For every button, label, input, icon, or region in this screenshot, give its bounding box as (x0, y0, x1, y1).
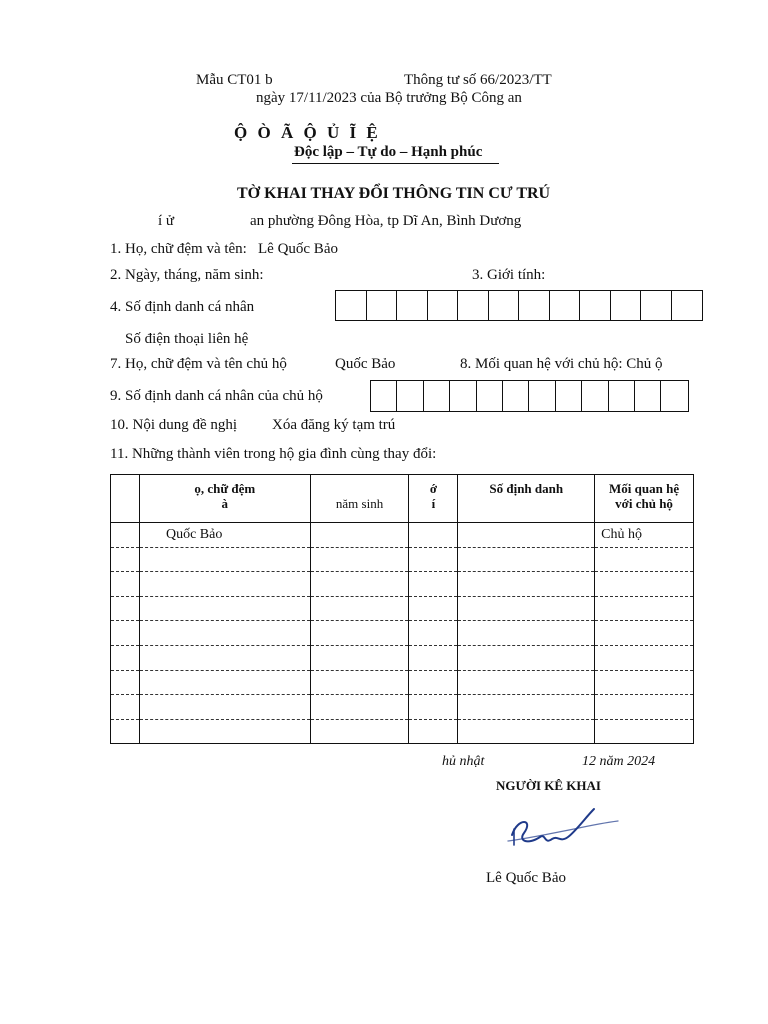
cell-id (458, 645, 595, 670)
id-digit-box[interactable] (611, 291, 642, 320)
field-1-value: Lê Quốc Bảo (258, 241, 338, 257)
id-digit-box[interactable] (477, 381, 503, 411)
cell-name (139, 670, 310, 695)
id-digit-box[interactable] (367, 291, 398, 320)
field-3-label: 3. Giới tính: (472, 267, 546, 283)
id-digit-box[interactable] (371, 381, 397, 411)
id-digit-box[interactable] (609, 381, 635, 411)
id-digit-box[interactable] (582, 381, 608, 411)
personal-id-boxes[interactable] (335, 290, 703, 321)
id-digit-box[interactable] (641, 291, 672, 320)
circular-number: Thông tư số 66/2023/TT (404, 72, 552, 88)
cell-relation (595, 670, 694, 695)
cell-birth (310, 645, 409, 670)
date-right: 12 năm 2024 (582, 754, 656, 769)
col-name-header (139, 475, 310, 523)
cell-birth (310, 523, 409, 548)
cell-birth (310, 670, 409, 695)
signature-image (484, 795, 624, 865)
field-4-label: 4. Số định danh cá nhân (110, 299, 255, 315)
cell-relation: Chủ hộ (595, 523, 694, 548)
id-digit-box[interactable] (635, 381, 661, 411)
id-digit-box[interactable] (672, 291, 703, 320)
cell-index (111, 596, 140, 621)
field-10-label: 10. Nội dung đề nghị (110, 417, 238, 433)
cell-name: Quốc Bảo (139, 523, 310, 548)
cell-id (458, 695, 595, 720)
col-birth-header-text: năm sinh (335, 496, 384, 511)
table-header-row (111, 475, 694, 523)
id-digit-box[interactable] (424, 381, 450, 411)
cell-sex (409, 596, 458, 621)
id-digit-box[interactable] (397, 291, 428, 320)
cell-id (458, 621, 595, 646)
cell-relation (595, 596, 694, 621)
col-sex-header (409, 475, 458, 523)
col-index-header (111, 475, 140, 523)
cell-name (139, 645, 310, 670)
cell-birth (310, 547, 409, 572)
date-left: hủ nhật (442, 754, 485, 769)
cell-name (139, 719, 310, 744)
members-table (110, 474, 694, 744)
cell-index (111, 572, 140, 597)
id-digit-box[interactable] (550, 291, 581, 320)
signature-name: Lê Quốc Bảo (486, 870, 566, 886)
id-digit-box[interactable] (529, 381, 555, 411)
table-row (111, 547, 694, 572)
cell-index (111, 523, 140, 548)
form-code: Mẫu CT01 b (196, 72, 273, 88)
cell-id (458, 596, 595, 621)
col-name-header-line2: à (221, 496, 229, 511)
recipient-value: an phường Đông Hòa, tp Dĩ An, Bình Dương (250, 213, 522, 229)
id-digit-box[interactable] (458, 291, 489, 320)
cell-index (111, 670, 140, 695)
issued-line: ngày 17/11/2023 của Bộ trưởng Bộ Công an (256, 90, 522, 106)
id-digit-box[interactable] (519, 291, 550, 320)
cell-id (458, 547, 595, 572)
col-sex-header-line1: ớ (429, 481, 438, 496)
cell-name (139, 547, 310, 572)
motto-underline (292, 163, 499, 164)
cell-index (111, 547, 140, 572)
declarant-label: NGƯỜI KÊ KHAI (496, 778, 601, 793)
col-birth-header (310, 475, 409, 523)
cell-birth (310, 695, 409, 720)
cell-sex (409, 695, 458, 720)
cell-relation (595, 547, 694, 572)
head-id-boxes[interactable] (370, 380, 689, 412)
table-row (111, 596, 694, 621)
cell-relation (595, 695, 694, 720)
col-relation-header (595, 475, 694, 523)
cell-name (139, 572, 310, 597)
cell-sex (409, 621, 458, 646)
cell-id (458, 572, 595, 597)
cell-sex (409, 719, 458, 744)
col-id-header: Số định danh (458, 475, 595, 523)
nation-heading: Ộ Ò Ã Ộ Ủ Ĩ Ệ (234, 123, 381, 142)
cell-sex (409, 645, 458, 670)
cell-index (111, 621, 140, 646)
cell-relation (595, 621, 694, 646)
table-row (111, 645, 694, 670)
id-digit-box[interactable] (428, 291, 459, 320)
table-row (111, 621, 694, 646)
col-relation-header-line1: Mối quan hệ (609, 481, 680, 496)
id-digit-box[interactable] (450, 381, 476, 411)
cell-name (139, 596, 310, 621)
cell-sex (409, 523, 458, 548)
cell-birth (310, 572, 409, 597)
id-digit-box[interactable] (661, 381, 687, 411)
field-10-value: Xóa đăng ký tạm trú (272, 417, 396, 433)
field-8-label: 8. Mối quan hệ với chủ hộ: Chủ ộ (460, 356, 663, 372)
cell-name (139, 621, 310, 646)
motto: Độc lập – Tự do – Hạnh phúc (294, 144, 483, 160)
id-digit-box[interactable] (503, 381, 529, 411)
cell-sex (409, 547, 458, 572)
cell-sex (409, 670, 458, 695)
id-digit-box[interactable] (397, 381, 423, 411)
cell-id (458, 523, 595, 548)
cell-name (139, 695, 310, 720)
cell-index (111, 695, 140, 720)
id-digit-box[interactable] (580, 291, 611, 320)
cell-index (111, 719, 140, 744)
field-1-label: 1. Họ, chữ đệm và tên: (110, 241, 247, 257)
id-digit-box[interactable] (556, 381, 582, 411)
col-relation-header-line2: với chủ hộ (615, 496, 673, 511)
cell-birth (310, 596, 409, 621)
phone-label: Số điện thoại liên hệ (125, 331, 249, 347)
cell-relation (595, 572, 694, 597)
cell-index (111, 645, 140, 670)
id-digit-box[interactable] (336, 291, 367, 320)
recipient-prefix: í ử (158, 213, 175, 229)
table-row (111, 670, 694, 695)
table-row (111, 572, 694, 597)
field-9-label: 9. Số định danh cá nhân của chủ hộ (110, 388, 323, 404)
field-7-label: 7. Họ, chữ đệm và tên chủ hộ (110, 356, 287, 372)
cell-relation (595, 645, 694, 670)
col-name-header-line1: ọ, chữ đệm (194, 481, 256, 496)
cell-birth (310, 621, 409, 646)
col-sex-header-line2: í (431, 496, 436, 511)
cell-id (458, 719, 595, 744)
cell-id (458, 670, 595, 695)
table-row (111, 523, 694, 548)
cell-birth (310, 719, 409, 744)
table-row (111, 695, 694, 720)
form-title: TỜ KHAI THAY ĐỔI THÔNG TIN CƯ TRÚ (237, 185, 551, 202)
field-7-value: Quốc Bảo (335, 356, 396, 372)
cell-sex (409, 572, 458, 597)
field-2-label: 2. Ngày, tháng, năm sinh: (110, 267, 264, 283)
field-11-label: 11. Những thành viên trong hộ gia đình cùng thay đổi: (110, 446, 437, 462)
table-row (111, 719, 694, 744)
id-digit-box[interactable] (489, 291, 520, 320)
cell-relation (595, 719, 694, 744)
